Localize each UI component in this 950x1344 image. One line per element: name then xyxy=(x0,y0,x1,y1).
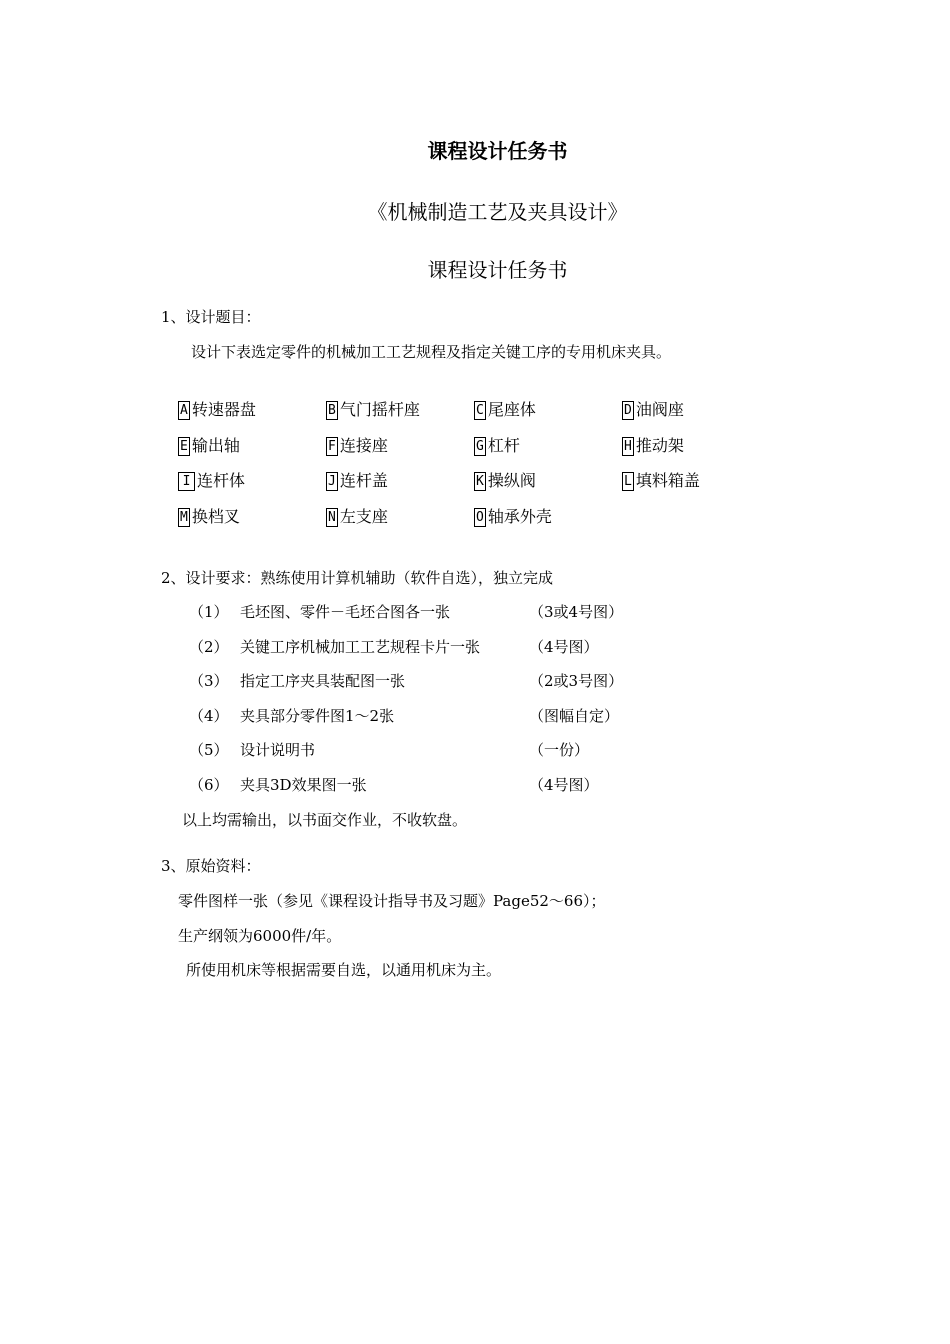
part-item xyxy=(178,471,245,491)
requirement-number: （2） xyxy=(189,638,229,656)
requirement-note: （图幅自定） xyxy=(529,707,620,725)
part-code: H xyxy=(624,439,632,454)
requirement-text: 指定工序夹具装配图一张 xyxy=(240,672,406,690)
requirement-note: （2或3号图） xyxy=(529,672,624,690)
requirement-text: 设计说明书 xyxy=(240,741,316,759)
part-item xyxy=(622,471,700,491)
part-name: 操纵阀 xyxy=(487,471,536,490)
requirement-number: （4） xyxy=(189,707,229,725)
course-title: 《机械制造工艺及夹具设计》 xyxy=(367,200,628,224)
part-code: A xyxy=(180,403,188,418)
part-item xyxy=(178,436,240,456)
document-title: 课程设计任务书 xyxy=(427,139,568,163)
part-code: I xyxy=(178,472,195,491)
part-name: 连杆盖 xyxy=(339,471,388,490)
part-item xyxy=(326,471,388,491)
section2-label: 2、设计要求：熟练使用计算机辅助（软件自选），独立完成 xyxy=(161,569,554,587)
part-name: 轴承外壳 xyxy=(487,507,552,526)
part-name: 尾座体 xyxy=(487,400,536,419)
requirement-text: 夹具3D效果图一张 xyxy=(240,776,367,794)
part-item xyxy=(622,436,684,456)
source-line: 所使用机床等根据需要自选，以通用机床为主。 xyxy=(186,961,502,979)
part-item xyxy=(326,436,388,456)
part-item xyxy=(474,436,520,456)
part-item xyxy=(178,507,240,527)
part-name: 填料箱盖 xyxy=(635,471,700,490)
part-name: 气门摇杆座 xyxy=(339,400,420,419)
requirement-text: 关键工序机械加工工艺规程卡片一张 xyxy=(240,638,481,656)
part-code: L xyxy=(624,474,632,489)
part-code: N xyxy=(328,510,336,525)
part-item xyxy=(474,400,536,420)
part-code: K xyxy=(476,474,484,489)
part-code: F xyxy=(328,439,336,454)
part-name: 换档叉 xyxy=(191,507,240,526)
part-name: 杠杆 xyxy=(487,436,520,455)
requirement-note: （4号图） xyxy=(529,776,599,794)
part-item xyxy=(474,507,552,527)
part-code: B xyxy=(328,403,336,418)
part-item xyxy=(622,400,684,420)
requirement-number: （1） xyxy=(189,603,229,621)
requirement-number: （3） xyxy=(189,672,229,690)
part-code: G xyxy=(476,439,484,454)
requirement-note: （3或4号图） xyxy=(529,603,624,621)
document-subtitle: 课程设计任务书 xyxy=(427,258,568,282)
part-name: 输出轴 xyxy=(191,436,240,455)
part-name: 推动架 xyxy=(635,436,684,455)
part-code: C xyxy=(476,403,484,418)
source-line: 生产纲领为6000件/年。 xyxy=(178,927,342,945)
source-line: 零件图样一张（参见《课程设计指导书及习题》Page52～66）； xyxy=(178,892,606,910)
part-code: O xyxy=(476,510,484,525)
section3-label: 3、原始资料： xyxy=(161,857,261,875)
part-item xyxy=(178,400,256,420)
requirement-note: （一份） xyxy=(529,741,590,759)
part-item xyxy=(326,507,388,527)
requirement-note: （4号图） xyxy=(529,638,599,656)
part-name: 左支座 xyxy=(339,507,388,526)
requirement-text: 毛坯图、零件－毛坯合图各一张 xyxy=(240,603,451,621)
part-name: 油阀座 xyxy=(635,400,684,419)
part-code: J xyxy=(328,474,336,489)
part-item xyxy=(474,471,536,491)
part-name: 转速器盘 xyxy=(191,400,256,419)
section1-label: 1、设计题目： xyxy=(161,308,261,326)
part-code: E xyxy=(180,439,188,454)
part-code: D xyxy=(624,403,632,418)
requirement-text: 夹具部分零件图1～2张 xyxy=(240,707,395,725)
part-item xyxy=(326,400,420,420)
part-name: 连杆体 xyxy=(197,471,246,490)
section2-footer: 以上均需输出，以书面交作业，不收软盘。 xyxy=(182,811,468,829)
part-code: M xyxy=(180,510,188,525)
section1-description: 设计下表选定零件的机械加工工艺规程及指定关键工序的专用机床夹具。 xyxy=(191,343,672,361)
requirement-number: （5） xyxy=(189,741,229,759)
requirement-number: （6） xyxy=(189,776,229,794)
part-name: 连接座 xyxy=(339,436,388,455)
